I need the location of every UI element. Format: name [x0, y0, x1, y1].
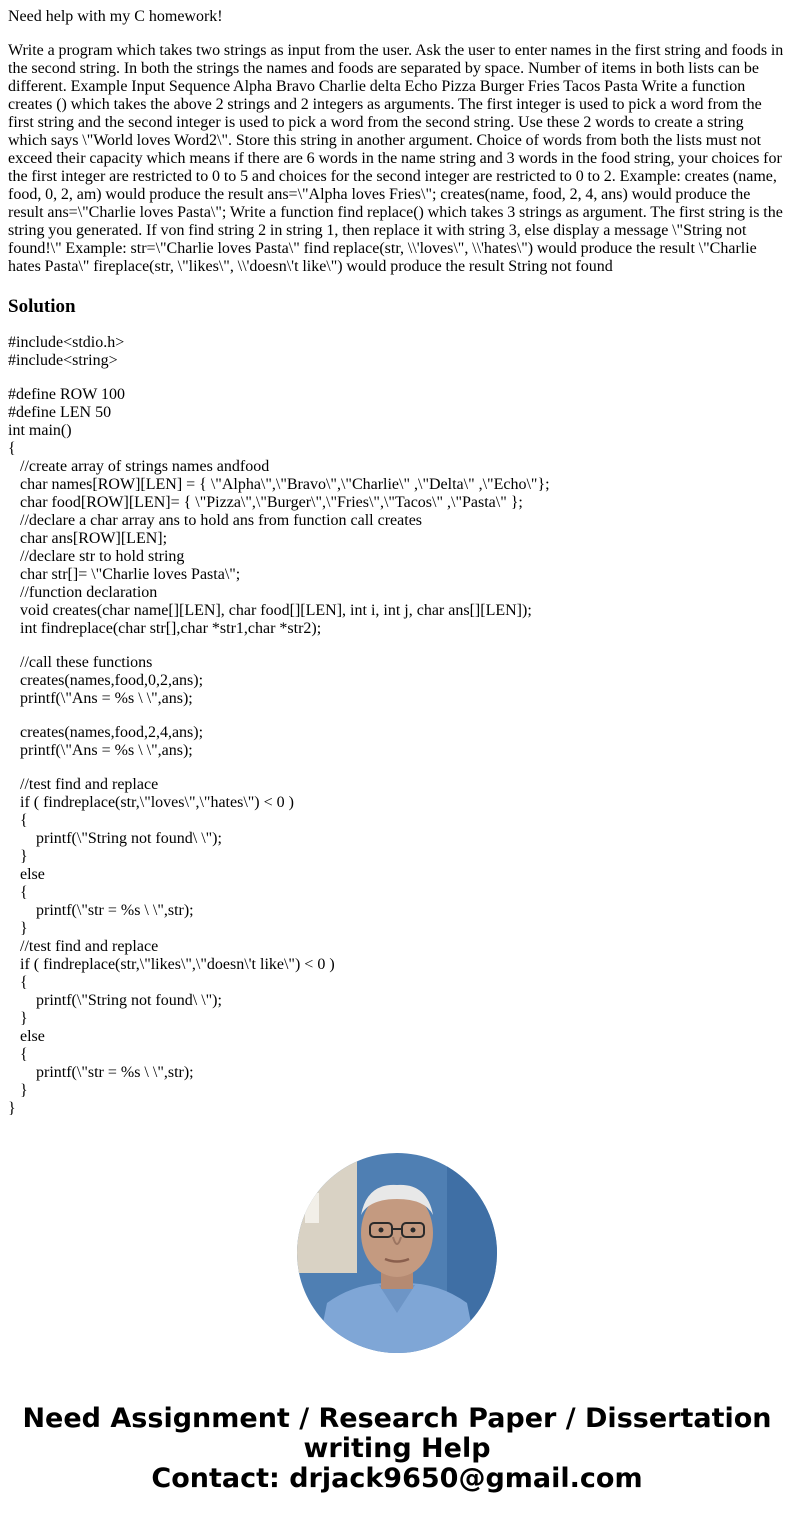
author-avatar: [297, 1153, 497, 1353]
code-line: printf(\"str = %s \ \",str);: [8, 1064, 194, 1081]
code-line: int main(): [8, 422, 72, 439]
code-line: if ( findreplace(str,\"likes\",\"doesn\'t like\") < 0 ): [8, 956, 335, 973]
intro-text: Need help with my C homework!: [8, 8, 223, 25]
promo-line-1: Need Assignment / Research Paper / Dissertation: [22, 1403, 772, 1434]
promo-contact-email[interactable]: Contact: drjack9650@gmail.com: [151, 1463, 643, 1494]
code-line: printf(\"Ans = %s \ \",ans);: [8, 742, 193, 759]
code-line: creates(names,food,0,2,ans);: [8, 672, 204, 689]
code-line: {: [8, 1046, 28, 1063]
code-line: char food[ROW][LEN]= { \"Pizza\",\"Burger\",\"Fries\",\"Tacos\" ,\"Pasta\" };: [8, 494, 523, 511]
code-line: #include<stdio.h>: [8, 334, 125, 351]
code-line: printf(\"str = %s \ \",str);: [8, 902, 194, 919]
code-line: //test find and replace: [8, 938, 159, 955]
code-line: //declare str to hold string: [8, 548, 185, 565]
code-line: //call these functions: [8, 654, 153, 671]
code-line: {: [8, 812, 28, 829]
code-line: }: [8, 920, 28, 937]
code-line: #include<string>: [8, 352, 118, 369]
code-line: //test find and replace: [8, 776, 159, 793]
code-line: else: [8, 866, 45, 883]
promo-line-2: writing Help: [303, 1433, 491, 1464]
code-line: if ( findreplace(str,\"loves\",\"hates\") < 0 ): [8, 794, 294, 811]
code-line: char str[]= \"Charlie loves Pasta\";: [8, 566, 241, 583]
content: [8, 8, 786, 1118]
code-line: //create array of strings names andfood: [8, 458, 270, 475]
code-line: //declare a char array ans to hold ans from function call creates: [8, 512, 423, 529]
code-line: char names[ROW][LEN] = { \"Alpha\",\"Bravo\",\"Charlie\" ,\"Delta\" ,\"Echo\"};: [8, 476, 550, 493]
solution-heading: Solution: [8, 296, 76, 317]
code-line: printf(\"Ans = %s \ \",ans);: [8, 690, 193, 707]
code-line: {: [8, 974, 28, 991]
code-line: #define LEN 50: [8, 404, 112, 421]
code-line: #define ROW 100: [8, 386, 126, 403]
code-line: creates(names,food,2,4,ans);: [8, 724, 204, 741]
code-line: char ans[ROW][LEN];: [8, 530, 168, 547]
code-line: {: [8, 884, 28, 901]
code-line: //function declaration: [8, 584, 158, 601]
code-line: printf(\"String not found\ \");: [8, 830, 222, 847]
solution-code: [8, 334, 786, 1118]
code-line: printf(\"String not found\ \");: [8, 992, 222, 1009]
code-line: }: [8, 848, 28, 865]
author-portrait: [297, 1153, 497, 1353]
code-line: void creates(char name[][LEN], char food[][LEN], int i, int j, char ans[][LEN]);: [8, 602, 532, 619]
contact-banner: [0, 1404, 794, 1494]
code-line: {: [8, 440, 16, 457]
code-line: else: [8, 1028, 45, 1045]
code-line: }: [8, 1100, 16, 1117]
code-line: }: [8, 1010, 28, 1027]
question-text: Write a program which takes two strings as input from the user. Ask the user to enter names in the first string and foods in the second string. In both the strings the names and foods are separated by space. Number of items in both lists can be different. Example Input Sequence Alpha Bravo Charlie delta Echo Pizza Burger Fries Tacos Pasta Write a function creates () which takes the above 2 strings and 2 integers as arguments. The first integer is used to pick a word from the first string and the second integer is used to pick a word from the second string. Use these 2 words to create a string which says \"World loves Word2\". Store this string in another argument. Choice of words from both the lists must not exceed their capacity which means if there are 6 words in the name string and 3 words in the food string, your choices for the first integer are restricted to 0 to 5 and choices for the second integer are restricted to 0 to 2. Example: creates (name, food, 0, 2, am) would produce the result ans=\"Alpha loves Fries\"; creates(name, food, 2, 4, ans) would produce the result ans=\"Charlie loves Pasta\"; Write a function find replace() which takes 3 strings as argument. The first string is the string you generated. If von find string 2 in string 1, then replace it with string 3, else display a message \"String not found!\" Example: str=\"Charlie loves Pasta\" find replace(str, \\'loves\", \\'hates\") would produce the result \"Charlie hates Pasta\" fireplace(str, \"likes\", \\'doesn\'t like\") would produce the result String not found: [8, 42, 784, 275]
code-line: int findreplace(char str[],char *str1,char *str2);: [8, 620, 322, 637]
code-line: }: [8, 1082, 28, 1099]
